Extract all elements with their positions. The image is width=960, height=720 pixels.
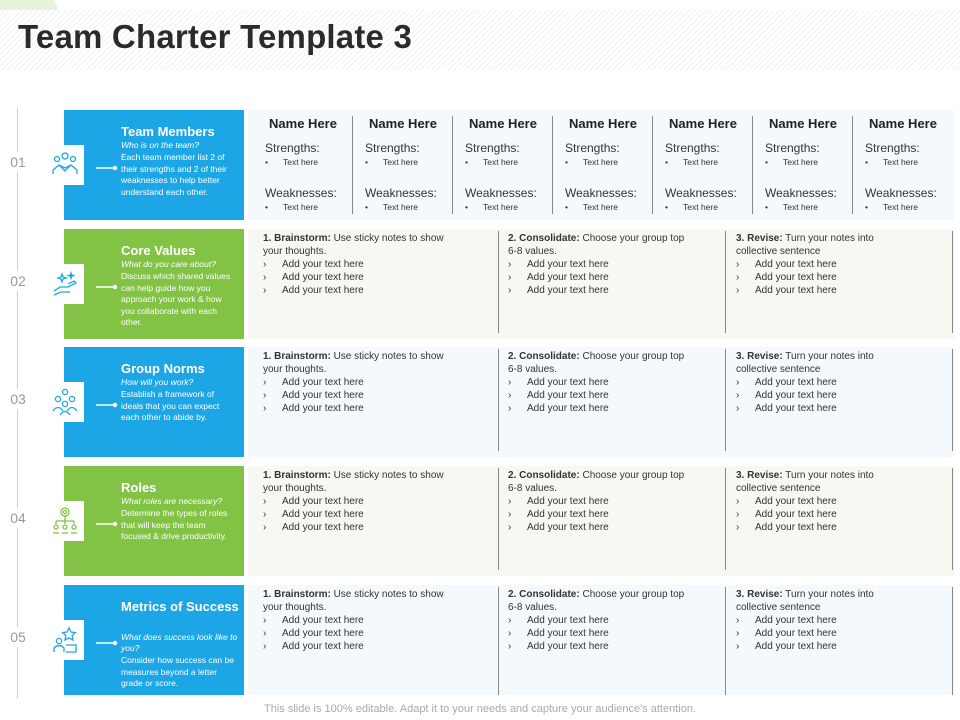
footer-note: This slide is 100% editable. Adapt it to your needs and capture your audience's attention. — [264, 703, 696, 715]
strength-item[interactable]: • Text here — [865, 157, 918, 167]
step-item[interactable]: › Add your text here — [508, 641, 609, 652]
arrow-connector-icon — [96, 397, 118, 407]
group-people-icon — [46, 382, 84, 422]
section-subtitle: How will you work? — [121, 377, 194, 387]
step-item[interactable]: › Add your text here — [508, 496, 609, 507]
member-name[interactable]: Name Here — [769, 116, 837, 131]
strengths-label: Strengths: — [565, 141, 620, 155]
strength-item[interactable]: • Text here — [765, 157, 818, 167]
step-item[interactable]: › Add your text here — [263, 390, 364, 401]
step-item[interactable]: › Add your text here — [263, 615, 364, 626]
column-divider — [552, 116, 553, 214]
section-subtitle: What does success look like to you? — [121, 632, 238, 653]
section-title: Team Members — [121, 124, 215, 139]
step-3-block — [736, 232, 901, 297]
weakness-item[interactable]: • Text here — [565, 202, 618, 212]
step-1-block — [263, 588, 458, 653]
section-subtitle: Who is on the team? — [121, 140, 199, 150]
member-column — [455, 110, 551, 220]
section-subtitle: What do you care about? — [121, 259, 216, 269]
step-divider — [952, 587, 953, 695]
step-item[interactable]: › Add your text here — [736, 615, 837, 626]
step-2-block — [508, 588, 688, 653]
step-item[interactable]: › Add your text here — [736, 522, 837, 533]
weaknesses-label: Weaknesses: — [765, 186, 837, 200]
member-name[interactable]: Name Here — [569, 116, 637, 131]
step-divider — [725, 587, 726, 695]
step-heading: 1. Brainstorm: Use sticky notes to show your thoughts. — [263, 470, 444, 494]
step-item[interactable]: › Add your text here — [736, 377, 837, 388]
step-2-block — [508, 350, 688, 415]
strengths-label: Strengths: — [465, 141, 520, 155]
arrow-connector-icon — [96, 516, 118, 526]
step-item[interactable]: › Add your text here — [263, 522, 364, 533]
member-name[interactable]: Name Here — [369, 116, 437, 131]
column-divider — [752, 116, 753, 214]
weakness-item[interactable]: • Text here — [765, 202, 818, 212]
strength-item[interactable]: • Text here — [665, 157, 718, 167]
row-number: 01 — [2, 152, 34, 172]
section-description: Each team member list 2 of their strengths and 2 of their weaknesses to help better understand each other. — [121, 152, 227, 197]
step-3-block — [736, 469, 901, 534]
step-item[interactable]: › Add your text here — [736, 259, 837, 270]
column-divider — [352, 116, 353, 214]
weaknesses-label: Weaknesses: — [465, 186, 537, 200]
step-item[interactable]: › Add your text here — [508, 377, 609, 388]
section-title: Metrics of Success — [121, 599, 239, 614]
step-item[interactable]: › Add your text here — [263, 628, 364, 639]
row-number: 04 — [2, 508, 34, 528]
step-item[interactable]: › Add your text here — [263, 272, 364, 283]
step-item[interactable]: › Add your text here — [736, 403, 837, 414]
weaknesses-label: Weaknesses: — [865, 186, 937, 200]
section-description: Discuss which shared values can help guide how you approach your work & how you collaborate with each other. — [121, 271, 231, 327]
step-3-block — [736, 588, 901, 653]
step-item[interactable]: › Add your text here — [736, 272, 837, 283]
step-heading: 2. Consolidate: Choose your group top 6-8 values. — [508, 233, 685, 257]
section-title: Roles — [121, 480, 157, 495]
step-divider — [952, 349, 953, 451]
step-2-block — [508, 469, 688, 534]
star-achievement-icon — [46, 620, 84, 660]
step-item[interactable]: › Add your text here — [508, 403, 609, 414]
step-divider — [952, 231, 953, 333]
step-divider — [498, 231, 499, 333]
hand-sparkle-icon — [46, 264, 84, 304]
step-heading: 2. Consolidate: Choose your group top 6-8 values. — [508, 351, 685, 375]
weakness-item[interactable]: • Text here — [465, 202, 518, 212]
member-name[interactable]: Name Here — [669, 116, 737, 131]
step-divider — [498, 468, 499, 570]
step-heading: 1. Brainstorm: Use sticky notes to show your thoughts. — [263, 351, 444, 375]
member-column — [755, 110, 851, 220]
member-column — [355, 110, 451, 220]
arrow-connector-icon — [96, 160, 118, 170]
step-1-block — [263, 350, 458, 415]
strengths-label: Strengths: — [765, 141, 820, 155]
strength-item[interactable]: • Text here — [565, 157, 618, 167]
step-item[interactable]: › Add your text here — [736, 509, 837, 520]
step-1-block — [263, 469, 458, 534]
column-divider — [452, 116, 453, 214]
step-heading: 2. Consolidate: Choose your group top 6-8 values. — [508, 470, 685, 494]
section-description: Determine the types of roles that will keep the team focused & drive productivity. — [121, 508, 228, 541]
step-item[interactable]: › Add your text here — [508, 272, 609, 283]
step-item[interactable]: › Add your text here — [263, 403, 364, 414]
row-number: 02 — [2, 271, 34, 291]
member-column — [255, 110, 351, 220]
step-item[interactable]: › Add your text here — [736, 496, 837, 507]
strengths-label: Strengths: — [665, 141, 720, 155]
step-divider — [725, 349, 726, 451]
handshake-team-icon — [46, 145, 84, 185]
member-column — [855, 110, 951, 220]
weaknesses-label: Weaknesses: — [365, 186, 437, 200]
step-heading: 1. Brainstorm: Use sticky notes to show your thoughts. — [263, 233, 444, 257]
step-heading: 3. Revise: Turn your notes into collective sentence — [736, 589, 874, 613]
weakness-item[interactable]: • Text here — [265, 202, 318, 212]
step-1-block — [263, 232, 458, 297]
step-item[interactable]: › Add your text here — [736, 628, 837, 639]
step-divider — [725, 468, 726, 570]
step-divider — [498, 349, 499, 451]
step-item[interactable]: › Add your text here — [263, 509, 364, 520]
strength-item[interactable]: • Text here — [465, 157, 518, 167]
step-item[interactable]: › Add your text here — [736, 285, 837, 296]
page-title: Team Charter Template 3 — [18, 18, 413, 55]
step-heading: 1. Brainstorm: Use sticky notes to show your thoughts. — [263, 589, 444, 613]
strength-item[interactable]: • Text here — [265, 157, 318, 167]
step-3-block — [736, 350, 901, 415]
column-divider — [852, 116, 853, 214]
step-heading: 3. Revise: Turn your notes into collective sentence — [736, 351, 874, 375]
weakness-item[interactable]: • Text here — [865, 202, 918, 212]
arrow-connector-icon — [96, 279, 118, 289]
section-title: Core Values — [121, 243, 196, 258]
weaknesses-label: Weaknesses: — [665, 186, 737, 200]
step-item[interactable]: › Add your text here — [508, 509, 609, 520]
step-item[interactable]: › Add your text here — [736, 641, 837, 652]
step-heading: 2. Consolidate: Choose your group top 6-8 values. — [508, 589, 685, 613]
step-divider — [952, 468, 953, 570]
step-divider — [725, 231, 726, 333]
step-item[interactable]: › Add your text here — [508, 285, 609, 296]
step-item[interactable]: › Add your text here — [508, 522, 609, 533]
step-item[interactable]: › Add your text here — [263, 285, 364, 296]
column-divider — [652, 116, 653, 214]
step-heading: 3. Revise: Turn your notes into collective sentence — [736, 233, 874, 257]
step-item[interactable]: › Add your text here — [508, 259, 609, 270]
section-description: Establish a framework of ideals that you can expect each other to abide by. — [121, 389, 220, 422]
step-item[interactable]: › Add your text here — [508, 390, 609, 401]
weakness-item[interactable]: • Text here — [365, 202, 418, 212]
step-item[interactable]: › Add your text here — [263, 641, 364, 652]
section-title: Group Norms — [121, 361, 205, 376]
section-description: Consider how success can be measures beyond a letter grade or score. — [121, 655, 234, 688]
member-name[interactable]: Name Here — [269, 116, 337, 131]
step-item[interactable]: › Add your text here — [736, 390, 837, 401]
step-divider — [498, 587, 499, 695]
step-heading: 3. Revise: Turn your notes into collective sentence — [736, 470, 874, 494]
row-number: 03 — [2, 389, 34, 409]
row-number: 05 — [2, 627, 34, 647]
step-item[interactable]: › Add your text here — [508, 628, 609, 639]
arrow-connector-icon — [96, 635, 118, 645]
strengths-label: Strengths: — [265, 141, 320, 155]
member-name[interactable]: Name Here — [869, 116, 937, 131]
section-subtitle: What roles are necessary? — [121, 496, 223, 506]
strengths-label: Strengths: — [865, 141, 920, 155]
org-hierarchy-icon — [46, 501, 84, 541]
step-item[interactable]: › Add your text here — [263, 259, 364, 270]
step-item[interactable]: › Add your text here — [508, 615, 609, 626]
step-2-block — [508, 232, 688, 297]
member-column — [655, 110, 751, 220]
member-column — [555, 110, 651, 220]
strength-item[interactable]: • Text here — [365, 157, 418, 167]
strengths-label: Strengths: — [365, 141, 420, 155]
member-name[interactable]: Name Here — [469, 116, 537, 131]
weaknesses-label: Weaknesses: — [265, 186, 337, 200]
weaknesses-label: Weaknesses: — [565, 186, 637, 200]
weakness-item[interactable]: • Text here — [665, 202, 718, 212]
step-item[interactable]: › Add your text here — [263, 377, 364, 388]
step-item[interactable]: › Add your text here — [263, 496, 364, 507]
